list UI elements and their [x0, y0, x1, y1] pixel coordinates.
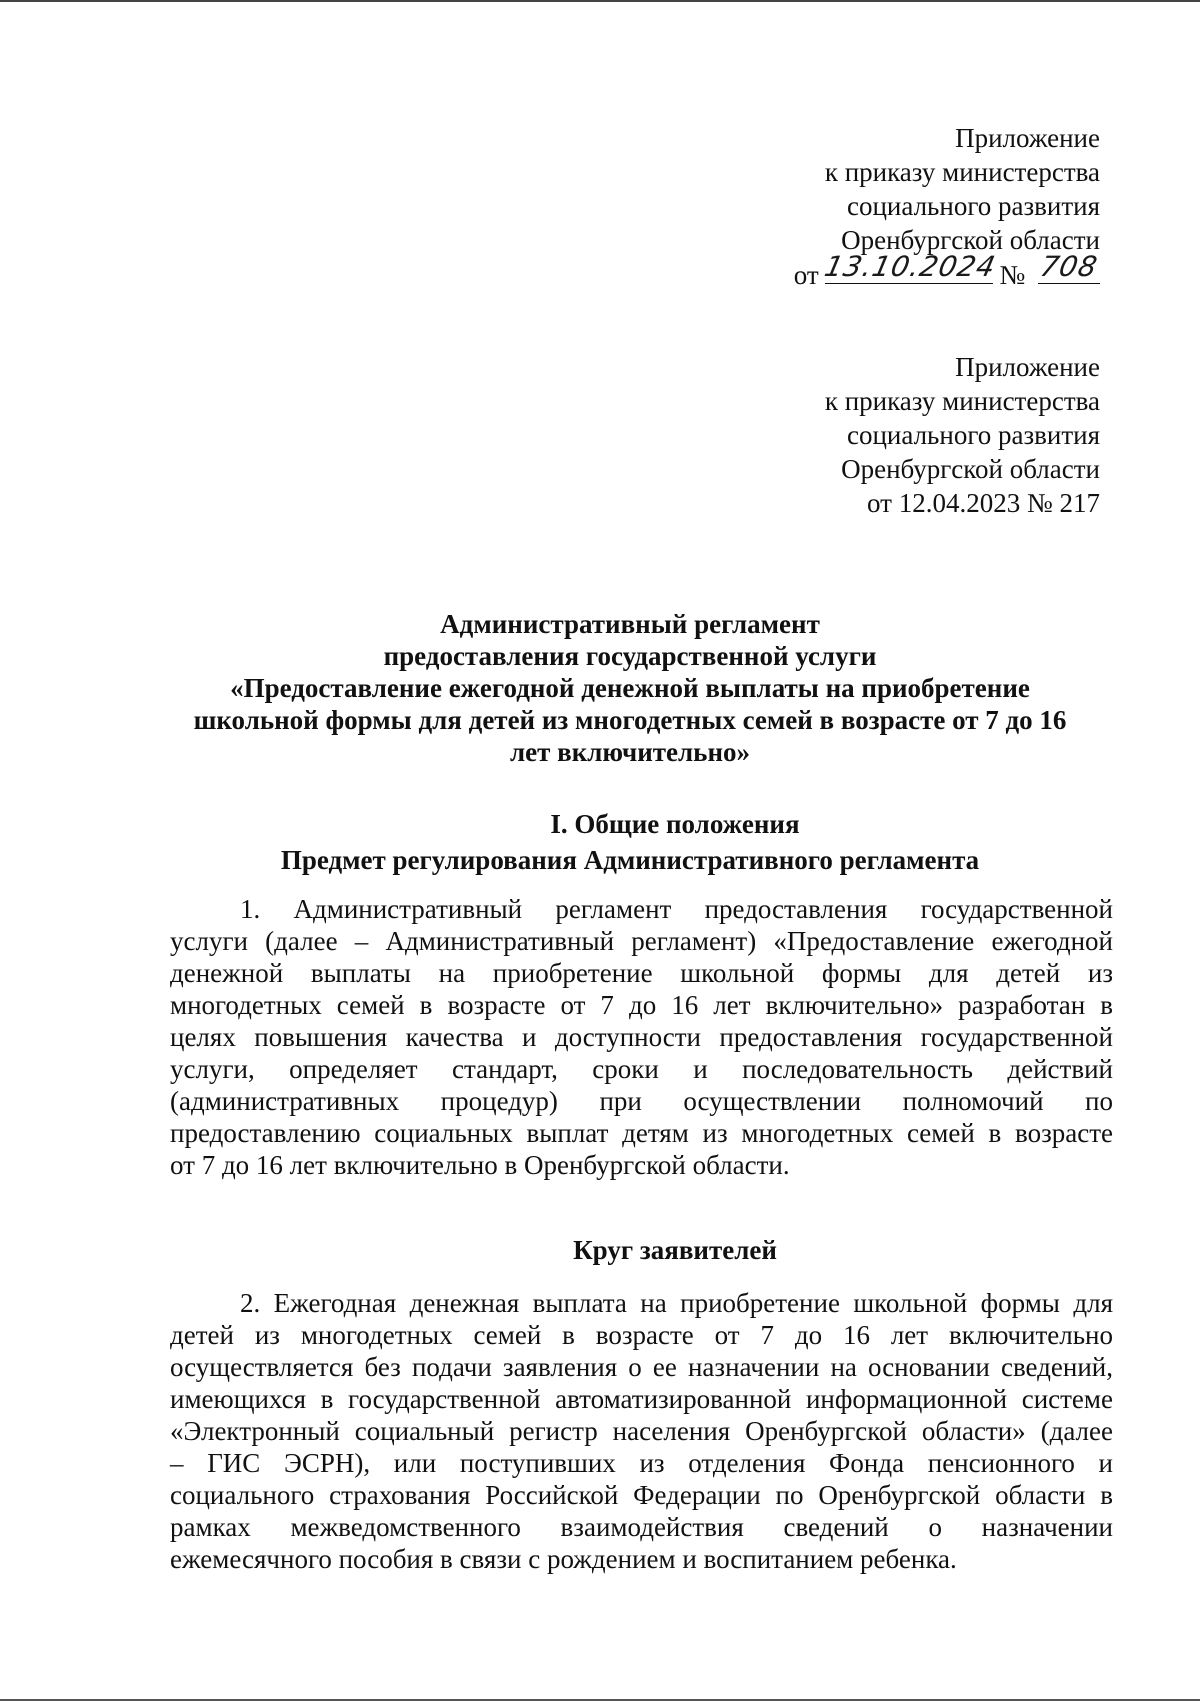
annex-current	[794, 121, 1100, 292]
annex-current-line2: к приказу министерства	[824, 157, 1100, 187]
handwritten-date-field	[822, 250, 1000, 284]
scan-bottom-edge	[0, 1699, 1200, 1701]
annex-previous-line4: Оренбургской области	[841, 454, 1100, 484]
paragraph-1-line: от 7 до 16 лет включительно в Оренбургской области.	[170, 1150, 790, 1180]
paragraph-2-line: социального страхования Российской Федерации по Оренбургской области в	[170, 1480, 1113, 1510]
title-line3: «Предоставление ежегодной денежной выплаты на приобретение	[230, 673, 1030, 703]
annex-previous-line2: к приказу министерства	[824, 386, 1100, 416]
paragraph-2-line: ежемесячного пособия в связи с рождением и воспитанием ребенка.	[170, 1544, 957, 1574]
paragraph-1-line: 1. Административный регламент предоставления государственной	[240, 894, 1113, 924]
handwritten-number-field	[1037, 250, 1101, 284]
annex-previous-line3: социального развития	[846, 420, 1100, 450]
paragraph-1-line: денежной выплаты на приобретение школьной формы для детей из	[170, 958, 1113, 988]
handwritten-number: 708	[1037, 250, 1101, 283]
paragraph-1-line: предоставлению социальных выплат детям из многодетных семей в возрасте	[170, 1118, 1113, 1148]
annex-previous	[825, 350, 1100, 520]
title-line4: школьной формы для детей из многодетных семей в возрасте от 7 до 16	[193, 705, 1067, 735]
annex-current-line4: Оренбургской области	[841, 225, 1100, 255]
paragraph-2-line: рамках межведомственного взаимодействия сведений о назначении	[170, 1512, 1113, 1542]
annex-current-number-sign: №	[999, 260, 1026, 290]
paragraph-2-line: имеющихся в государственной автоматизированной информационной системе	[170, 1384, 1113, 1414]
paragraph-1-line: целях повышения качества и доступности предоставления государственной	[170, 1022, 1113, 1052]
title-line2: предоставления государственной услуги	[383, 641, 877, 671]
scan-top-edge	[0, 0, 1200, 2]
annex-previous-line5: от 12.04.2023 № 217	[867, 488, 1100, 518]
annex-current-line1: Приложение	[955, 123, 1100, 153]
paragraph-2-line: «Электронный социальный регистр населения Оренбургской области» (далее	[170, 1416, 1113, 1446]
subject-heading: Предмет регулирования Административного регламента	[280, 845, 980, 875]
paragraph-1-line: услуги, определяет стандарт, сроки и последовательность действий	[170, 1054, 1113, 1084]
handwritten-date: 13.10.2024	[822, 250, 1000, 283]
title-line1: Административный регламент	[440, 609, 820, 639]
annex-previous-line1: Приложение	[955, 352, 1100, 382]
paragraph-2	[170, 1287, 1113, 1575]
paragraph-2-line: детей из многодетных семей в возрасте от 7 до 16 лет включительно	[170, 1320, 1113, 1350]
paragraph-2-line: 2. Ежегодная денежная выплата на приобретение школьной формы для	[240, 1288, 1113, 1318]
title-line5: лет включительно»	[509, 737, 751, 767]
paragraph-1-line: (административных процедур) при осуществлении полномочий по	[170, 1086, 1113, 1116]
paragraph-2-line: – ГИС ЭСРН), или поступивших из отделения Фонда пенсионного и	[170, 1448, 1113, 1478]
section-heading: I. Общие положения	[550, 809, 800, 839]
annex-current-line3: социального развития	[846, 191, 1100, 221]
annex-current-prefix: от	[793, 260, 819, 290]
paragraph-1-line: многодетных семей в возрасте от 7 до 16 лет включительно» разработан в	[170, 990, 1113, 1020]
paragraph-2-line: осуществляется без подачи заявления о ее назначении на основании сведений,	[170, 1352, 1113, 1382]
applicants-heading: Круг заявителей	[573, 1235, 777, 1265]
paragraph-1-line: услуги (далее – Административный регламент) «Предоставление ежегодной	[170, 926, 1113, 956]
annex-current-date-line	[793, 250, 1101, 292]
paragraph-1	[170, 893, 1113, 1181]
document-title	[150, 608, 1110, 768]
